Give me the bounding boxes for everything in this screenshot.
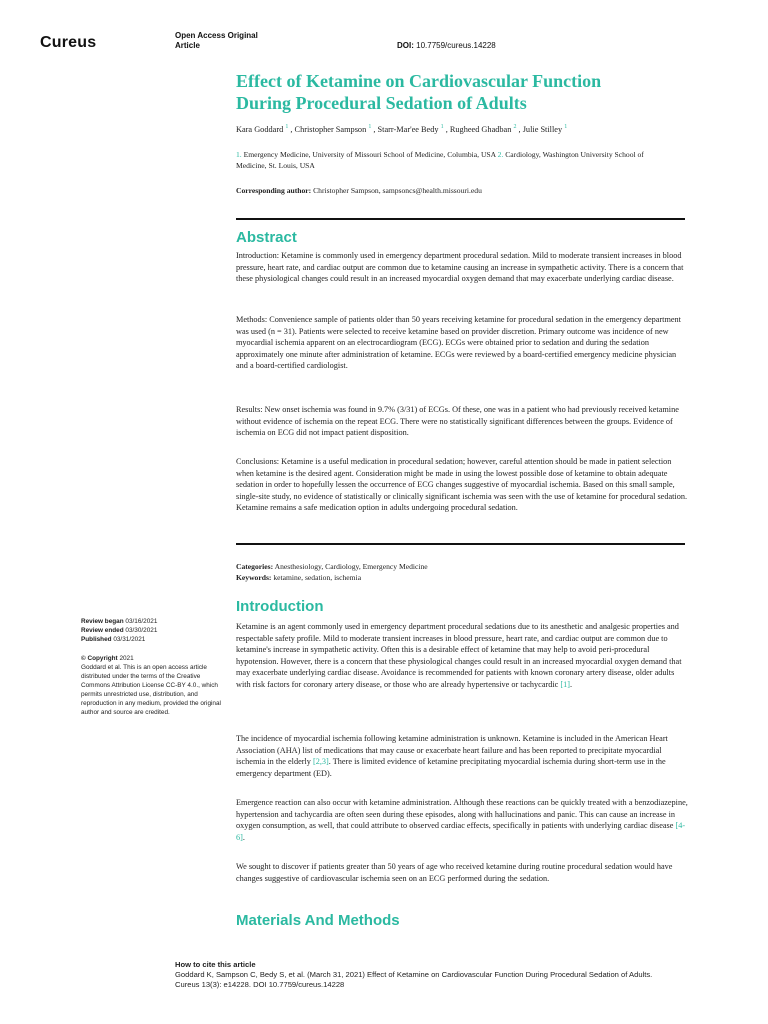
affiliation-number: 2. (497, 150, 504, 159)
categories-value: Anesthesiology, Cardiology, Emergency Medicine (274, 562, 428, 571)
divider (236, 543, 685, 545)
affiliation-text: Cardiology, Washington University School of Medicine, St. Louis, USA (236, 150, 644, 170)
divider (236, 218, 685, 220)
author-affiliation-ref[interactable]: 1 (368, 124, 372, 130)
citation-link[interactable]: [4-6] (236, 821, 686, 842)
author-affiliation-ref[interactable]: 1 (285, 124, 289, 130)
abstract-results: Results: New onset ischemia was found in 9.7% (3/31) of ECGs. Of these, one was in a patient who had previously received ketamine without evidence of ischemia on the repeat ECG. There were no statistically significant differences between the groups. Evidence of ischemia on ECG did not impact patient disposition. (236, 405, 679, 437)
introduction-paragraph: We sought to discover if patients greater than 50 years of age who received ketamine during routine procedural sedation would have changes suggestive of cardiovascular ischemia seen on an ECG performed during the sedation. (236, 862, 673, 883)
copyright-notice (81, 654, 221, 717)
author-list: Kara Goddard $^1$ , Christopher Sampson $^1$ , Starr-Mar'ee Bedy $^1$ , Rugheed Ghadban $^2$ , Julie Stilley $^1$ (236, 124, 568, 134)
review-ended-label: Review ended (81, 627, 124, 634)
keywords-label: Keywords: (236, 573, 272, 582)
published-label: Published (81, 636, 112, 643)
categories (236, 561, 428, 572)
how-to-cite-line: Cureus 13(3): e14228. DOI 10.7759/cureus.14228 (175, 980, 345, 989)
review-ended-date: 03/30/2021 (125, 627, 158, 634)
abstract-methods: Methods: Convenience sample of patients older than 50 years receiving ketamine for procedural sedation in the emergency department was used (n = 31). Patients were selected to receive ketamine based on provider discretion. Primary outcome was incidence of new myocardial ischemia apparent on an electrocardiogram (ECG). ECGs were obtained prior to sedation and during the sedation approximately one minute after administration of ketamine. ECGs were reviewed by a board-certified emergency medicine physician and a board-certified cardiologist. (236, 315, 681, 370)
article-type (175, 31, 258, 51)
review-began-date: 03/16/2021 (125, 618, 158, 625)
author-affiliation-ref[interactable]: 2 (513, 124, 517, 130)
introduction-paragraph (236, 797, 688, 843)
affiliation-text: Emergency Medicine, University of Missouri School of Medicine, Columbia, USA (243, 150, 496, 159)
citation-link[interactable]: [2,3] (312, 757, 329, 766)
categories-label: Categories: (236, 562, 274, 571)
citation-link[interactable]: [1] (560, 679, 570, 689)
copyright (81, 654, 221, 663)
how-to-cite-line: Goddard K, Sampson C, Bedy S, et al. (March 31, 2021) Effect of Ketamine on Cardiovascular Function During Procedural Sedation of Adults. (175, 970, 653, 979)
introduction-paragraph (236, 733, 688, 779)
copyright-year: 2021 (119, 655, 134, 662)
corresponding-author-value[interactable]: Christopher Sampson, sampsoncs@health.missouri.edu (313, 186, 482, 195)
introduction-heading: Introduction (236, 598, 324, 615)
article-type-line2: Article (175, 41, 200, 50)
doi-link[interactable]: 10.7759/cureus.14228 (416, 41, 496, 50)
keywords-value: ketamine, sedation, ischemia (273, 573, 362, 582)
journal-logo: Cureus (40, 34, 97, 51)
published (81, 635, 221, 644)
paragraph-text: Emergence reaction can also occur with ketamine administration. Although these reactions can be quickly treated with a benzodiazepine, hypertension and tachycardia are often seen during these episodes, along with hallucinations and panic. This can cause an increase in oxygen consumption, as well, that could attribute to observed cardiac effects, specifically in patients with underlying cardiac disease (236, 798, 688, 830)
author-name[interactable]: Rugheed Ghadban (449, 124, 512, 134)
article-type-line1: Open Access Original (175, 31, 258, 40)
paragraph-text: . (242, 832, 245, 842)
how-to-cite (175, 960, 735, 990)
review-ended (81, 626, 221, 635)
title-line-2: During Procedural Sedation of Adults (236, 93, 527, 113)
methods-heading: Materials And Methods (236, 912, 400, 929)
corresponding-author (236, 186, 482, 195)
how-to-cite-heading: How to cite this article (175, 960, 256, 969)
review-began-label: Review began (81, 618, 124, 625)
author-name[interactable]: Kara Goddard (236, 124, 284, 134)
introduction-paragraph (236, 621, 688, 690)
author-name[interactable]: Starr-Mar'ee Bedy (377, 124, 439, 134)
copyright-label: © Copyright (81, 655, 118, 662)
license-text: Goddard et al. This is an open access article distributed under the terms of the Creative Commons Attribution License CC-BY 4.0., which permits unrestricted use, distribution, and reproduction in any medium, provided the original author and source are credited. (81, 664, 221, 716)
doi (397, 41, 496, 50)
keywords (236, 572, 428, 583)
abstract-heading: Abstract (236, 229, 297, 246)
author-name[interactable]: Christopher Sampson (294, 124, 367, 134)
paragraph-text: The incidence of myocardial ischemia following ketamine administration is unknown. Ketamine is included in the American Heart Association (AHA) list of medications that may cause or exacerbate heart failure and has been reported to precipitate myocardial ischemia in the elderly (236, 734, 668, 766)
paragraph-text: . (570, 679, 573, 689)
author-affiliation-ref[interactable]: 1 (564, 124, 568, 130)
corresponding-author-label: Corresponding author: (236, 186, 312, 195)
author-name[interactable]: Julie Stilley (522, 124, 563, 134)
article-title (236, 70, 676, 114)
paragraph-text: Ketamine is an agent commonly used in emergency department procedural sedations due to its anesthetic and analgesic properties and respectable safety profile. Mild to moderate transient increases in blood pressure, heart rate, and cardiac output are common due to ketamine's increase in sympathetic activity. Often this is a desirable effect of ketamine that may help to avoid peri-procedural hypotension. However, there is a concern that these physiological changes could result in an increased myocardial oxygen demand that may exacerbate underlying cardiac disease. Avoidance is recommended for patients with known coronary artery disease, older adults with risk factors for coronary artery disease, or those who are already hypertensive or tachycardic (236, 622, 682, 689)
article-meta (236, 561, 428, 583)
paragraph-text: . There is limited evidence of ketamine precipitating myocardial ischemia during short-term use in the emergency department (ED). (236, 757, 666, 778)
abstract-conclusions: Conclusions: Ketamine is a useful medication in procedural sedation; however, careful attention should be made in patient selection when ketamine is the desired agent. Consideration might be made in using the lowest possible dose of ketamine to obtain adequate sedation in order to hopefully lessen the occurrence of ECG changes suggestive of myocardial ischemia. Based on this small sample, single-site study, no evidence of statistically or clinically significant ischemia was seen with the use of ketamine for procedural sedation. Ketamine remains a safe medication option in adults undergoing procedural sedation. (236, 457, 688, 512)
affiliation-number: 1. (236, 150, 242, 159)
doi-label: DOI: (397, 41, 414, 50)
abstract-introduction: Introduction: Ketamine is commonly used in emergency department procedural sedation. Mild to moderate transient increases in blood pressure, heart rate, and cardiac output are common due to ketamine causing an increase in sympathetic activity. There is a concern that these physiological changes could result in an increased myocardial oxygen demand that may exacerbate underlying cardiac disease. (236, 251, 684, 283)
affiliations (236, 149, 676, 171)
review-began (81, 617, 221, 626)
author-affiliation-ref[interactable]: 1 (440, 124, 444, 130)
published-date: 03/31/2021 (113, 636, 146, 643)
review-dates (81, 617, 221, 644)
title-line-1: Effect of Ketamine on Cardiovascular Function (236, 71, 602, 91)
